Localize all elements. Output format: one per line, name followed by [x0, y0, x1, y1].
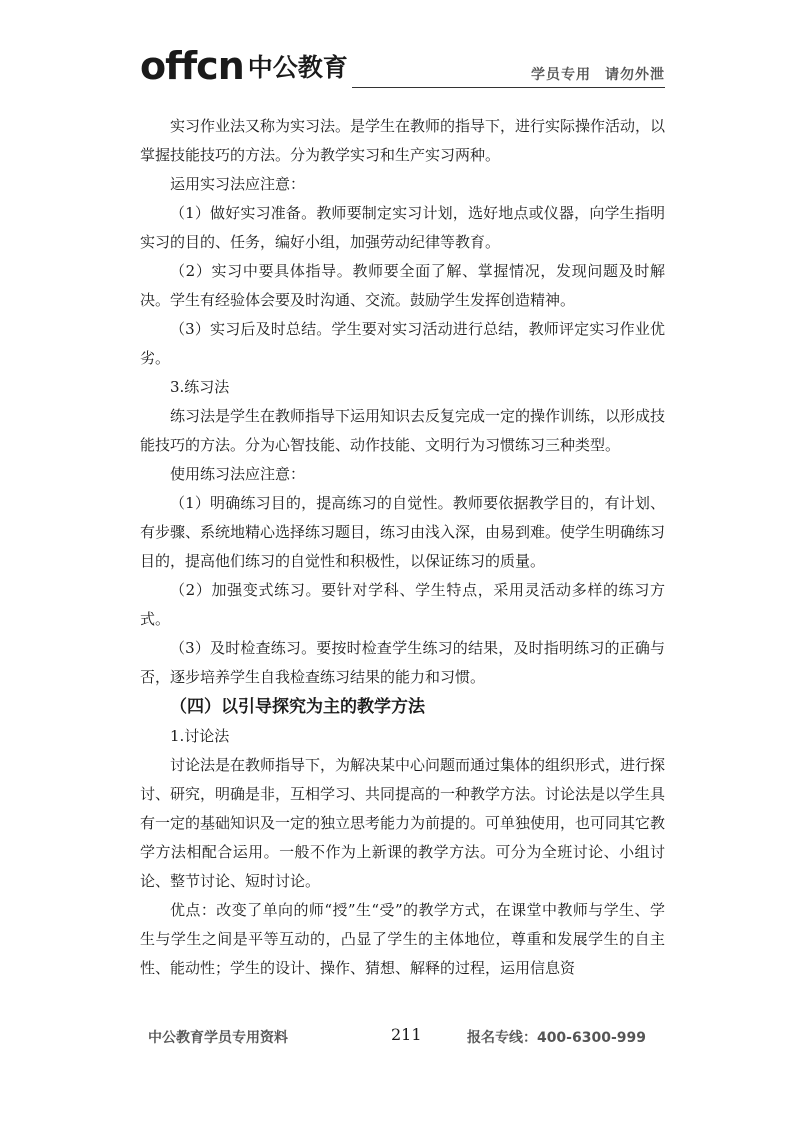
header-tag-no-leak: 请勿外泄: [605, 67, 665, 83]
page-header: [140, 40, 665, 92]
list-item: （1）做好实习准备。教师要制定实习计划，选好地点或仪器，向学生指明实习的目的、任务，编好小组，加强劳动纪律等教育。: [140, 204, 665, 251]
list-item: （1）明确练习目的，提高练习的自觉性。教师要依据教学目的，有计划、有步骤、系统地精心选择练习题目，练习由浅入深，由易到难。使学生明确练习目的，提高他们练习的自觉性和积极性，以保证练习的质量。: [140, 494, 666, 570]
paragraph: 使用练习法应注意：: [170, 465, 306, 483]
footer-source: 中公教育学员专用资料: [148, 1030, 288, 1046]
paragraph: 实习作业法又称为实习法。是学生在教师的指导下，进行实际操作活动，以掌握技能技巧的方法。分为教学实习和生产实习两种。: [140, 117, 666, 164]
header-notice: [531, 64, 665, 84]
header-tag-member-only: 学员专用: [531, 67, 591, 83]
page-number: 211: [391, 1025, 422, 1044]
document-body: [140, 112, 665, 983]
paragraph: 练习法是学生在教师指导下运用知识去反复完成一定的操作训练，以形成技能技巧的方法。分为心智技能、动作技能、文明行为习惯练习三种类型。: [140, 407, 666, 454]
section-heading: （四）以引导探究为主的教学方法: [170, 697, 425, 717]
list-item: （2）加强变式练习。要针对学科、学生特点，采用灵活动多样的练习方式。: [140, 581, 665, 628]
paragraph: 运用实习法应注意：: [170, 175, 306, 193]
logo-wordmark: offcn: [140, 44, 244, 88]
subsection-title: 1.讨论法: [170, 727, 230, 745]
list-item: （3）及时检查练习。要按时检查学生练习的结果，及时指明练习的正确与否，逐步培养学生自我检查练习结果的能力和习惯。: [140, 639, 665, 686]
logo-chinese-name: 中公教育: [247, 53, 348, 82]
page-footer: [148, 1027, 658, 1055]
list-item: （3）实习后及时总结。学生要对实习活动进行总结，教师评定实习作业优劣。: [140, 320, 665, 367]
list-item: （2）实习中要具体指导。教师要全面了解、掌握情况，发现问题及时解决。学生有经验体会要及时沟通、交流。鼓励学生发挥创造精神。: [140, 262, 665, 309]
paragraph: 讨论法是在教师指导下，为解决某中心问题而通过集体的组织形式，进行探讨、研究，明确是非，互相学习、共同提高的一种教学方法。讨论法是以学生具有一定的基础知识及一定的独立思考能力为前提的。可单独使用，也可同其它教学方法相配合运用。一般不作为上新课的教学方法。可分为全班讨论、小组讨论、整节讨论、短时讨论。: [140, 756, 666, 890]
footer-hotline: 报名专线：400-6300-999: [466, 1030, 646, 1046]
offcn-logo: [140, 46, 348, 86]
subsection-title: 3.练习法: [170, 378, 230, 396]
header-rule: [352, 87, 665, 88]
paragraph: 优点：改变了单向的师“授”生“受”的教学方式，在课堂中教师与学生、学生与学生之间是平等互动的，凸显了学生的主体地位，尊重和发展学生的自主性、能动性；学生的设计、操作、猜想、解释的过程，运用信息资: [140, 901, 665, 977]
